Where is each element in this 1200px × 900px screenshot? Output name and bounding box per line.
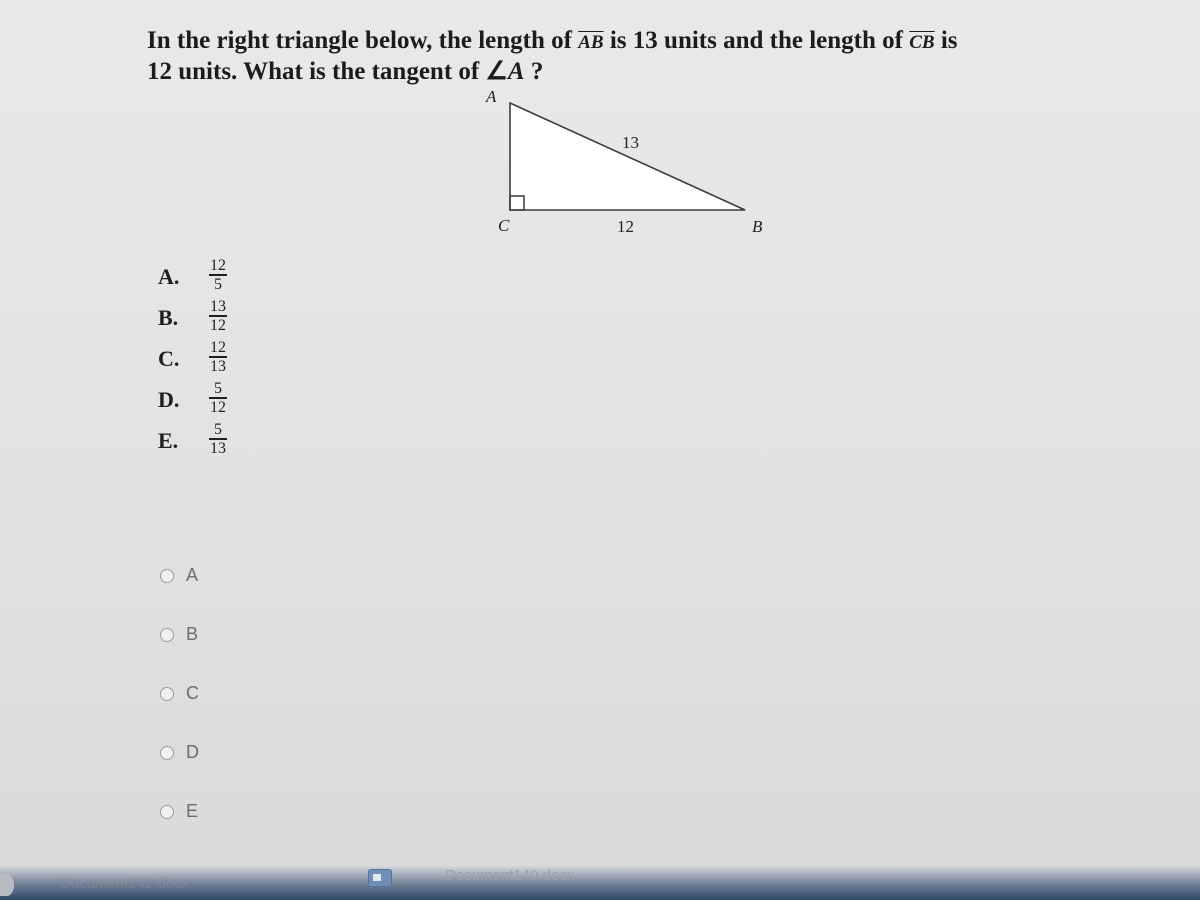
radio-button[interactable]	[160, 569, 174, 583]
option-a[interactable]	[160, 546, 199, 605]
choice-letter: A.	[158, 264, 180, 289]
fraction-numerator: 12	[210, 257, 226, 274]
fraction	[200, 258, 236, 292]
choice-letter: D.	[158, 387, 180, 412]
choice-letter: B.	[158, 305, 179, 330]
angle-letter: A	[507, 58, 525, 85]
fraction-denominator: 5	[214, 275, 222, 293]
radio-button[interactable]	[160, 687, 174, 701]
fraction-numerator: 13	[210, 298, 226, 315]
hypotenuse-label: 13	[622, 133, 639, 152]
fraction-numerator: 12	[210, 339, 226, 356]
angle-symbol: ∠	[485, 58, 508, 85]
radio-button[interactable]	[160, 746, 174, 760]
option-e[interactable]	[160, 782, 199, 841]
base-label: 12	[617, 217, 634, 236]
vertex-label-b: B	[752, 217, 763, 236]
answer-options	[160, 546, 199, 841]
taskbar-edge	[0, 874, 14, 896]
question-line-2: 12 units. What is the tangent of ∠A ?	[147, 58, 544, 85]
question-line-1: In the right triangle below, the length of $\overline{AB}$ is 13 units and the length of $\overline{CB}$ is	[147, 27, 958, 54]
segment-ab: $\overline{AB}$	[578, 32, 604, 53]
fraction-numerator: 5	[214, 421, 222, 438]
fraction-denominator: 13	[210, 357, 226, 375]
choice-letter: E.	[158, 428, 179, 453]
option-c[interactable]	[160, 664, 199, 723]
fraction-denominator: 12	[210, 398, 226, 416]
fraction	[200, 381, 236, 415]
fraction	[200, 422, 236, 456]
fraction-denominator: 13	[210, 439, 226, 457]
segment-cb: $\overline{CB}$	[909, 32, 935, 53]
radio-button[interactable]	[160, 805, 174, 819]
fraction-denominator: 12	[210, 316, 226, 334]
triangle-diagram	[0, 0, 1200, 300]
option-label[interactable]: B	[186, 624, 199, 644]
document-icon[interactable]	[368, 869, 392, 887]
taskbar	[0, 866, 1200, 900]
option-label[interactable]: C	[186, 683, 199, 703]
fraction-numerator: 5	[214, 380, 222, 397]
taskbar-file-document142[interactable]: Document142.docx	[60, 875, 190, 892]
vertex-label-c: C	[498, 216, 510, 235]
option-label[interactable]: D	[186, 742, 199, 762]
triangle	[510, 103, 745, 210]
taskbar-file-document140[interactable]: Document140.docx	[445, 867, 575, 884]
option-d[interactable]	[160, 723, 199, 782]
option-label[interactable]: A	[186, 565, 199, 585]
fraction	[200, 340, 236, 374]
fraction	[200, 299, 236, 333]
choice-letter: C.	[158, 346, 180, 371]
option-b[interactable]	[160, 605, 199, 664]
radio-button[interactable]	[160, 628, 174, 642]
option-label[interactable]: E	[186, 801, 199, 821]
vertex-label-a: A	[486, 87, 497, 106]
